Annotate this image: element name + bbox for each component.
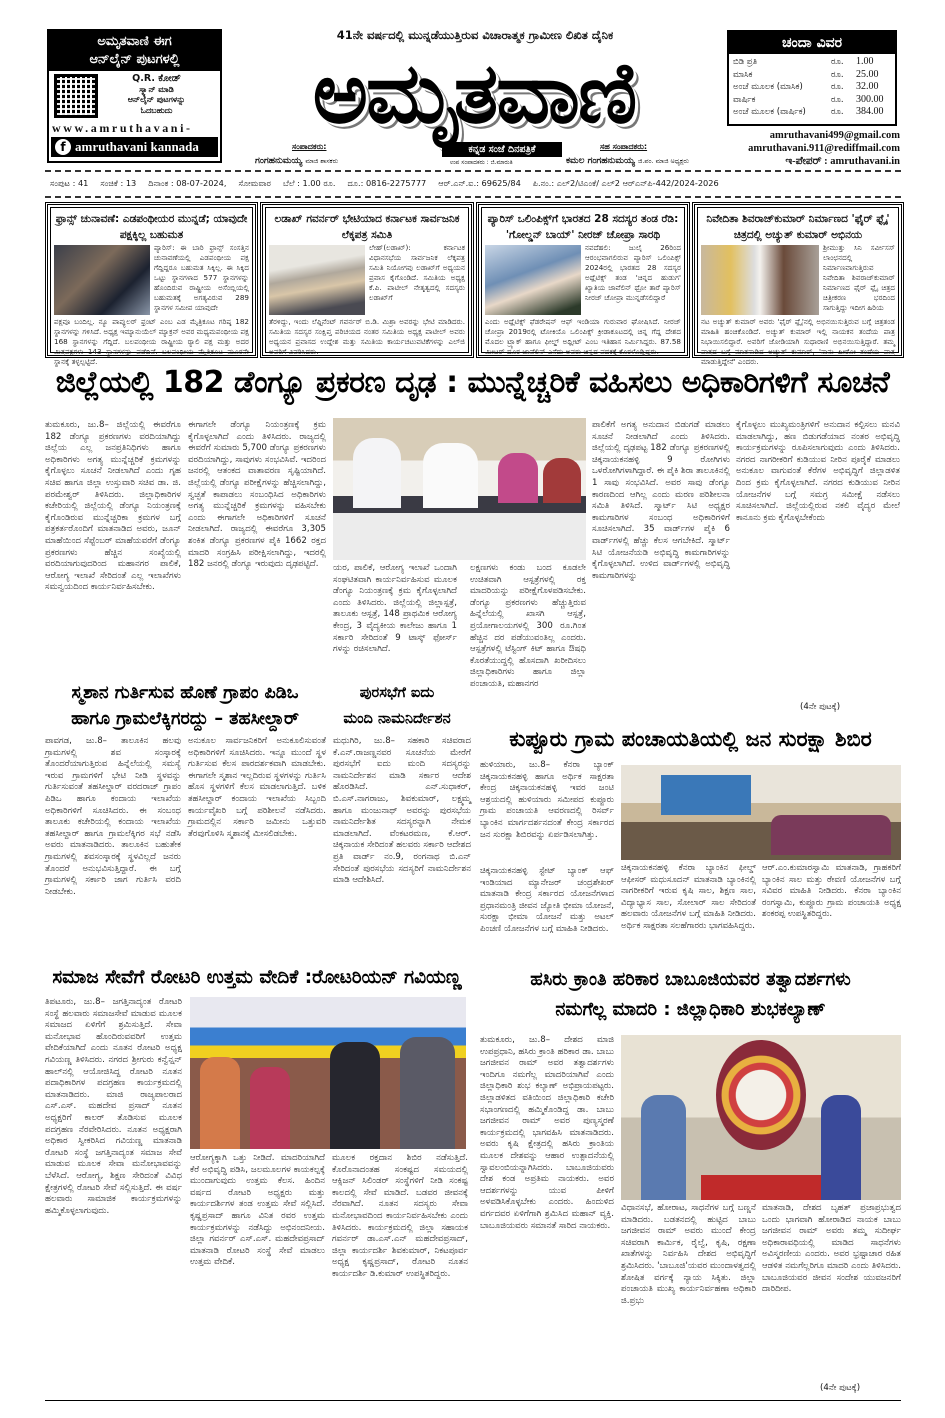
headline-line: ಹಾಗೂ ಗ್ರಾಮಲೆಕ್ಕಿಗರದ್ದು – ತಹಸೀಲ್ದಾರ್ xyxy=(71,709,299,729)
continued-label[interactable]: (4ನೇ ಪುಟಕ್ಕೆ) xyxy=(820,1383,861,1393)
continued-label[interactable]: (4ನೇ ಪುಟಕ್ಕೆ) xyxy=(800,702,841,712)
coeditor-role: ಜಿ.ಪಂ. ಮಾಜಿ ಅಧ್ಯಕ್ಷರು xyxy=(637,157,689,165)
cemetery-headline[interactable] xyxy=(45,680,325,732)
online-title-1: ಅಮೃತವಾಣಿ ಈಗ xyxy=(97,34,172,49)
news-photo xyxy=(54,245,150,315)
item: ಬಿಡಿ ಪ್ರತಿ xyxy=(733,57,758,67)
lead-column: ಕೈಗೊಳ್ಳಲು ಮುಖ್ಯಮಂತ್ರಿಗಳಿಗೆ ಅನುದಾನ ಕಲ್ಪಿಸಲು ಮನವಿ ಮಾಡಲಾಗಿದ್ದು, ಹಣ ಬಿಡುಗಡೆಯಾದ ನಂತರ ಅಭಿವೃದ್ಧಿ ಕಾರ್ಯಕ್ರಮಗಳನ್ನು ರೂಪಿಸಲಾಗುವುದು ಎಂದು ತಿಳಿಸಿದರು. ನಗರದ ನಾಗರೀಕರಿಗೆ ಕುಡಿಯುವ ನೀರಿನ ಪೂರೈಕೆ ಮಾಡಲು ಅನುಕೂಲ ವಾಗುವಂತೆ ಕೆರೆಗಳ ಅಭಿವೃದ್ಧಿಗೆ ಜಿಲ್ಲಾಡಳಿತ ದಿಂದ ಕ್ರಮ ಕೈಗೊಳ್ಳಲಾಗಿದೆ. ನಗರದ ಕುಡಿಯುವ ನೀರಿನ ಯೋಜನೆಗಳ ಬಗ್ಗೆ ಸಮಗ್ರ ಸಮೀಕ್ಷೆ ನಡೆಸಲು ಸೂಚಿಸಲಾಗಿದೆ. ಜಿಲ್ಲೆಯಲ್ಲಿರುವ ನಕಲಿ ವೈದ್ಯರ ಮೇಲೆ ಕಾನೂನು ಕ್ರಮ ಕೈಗೊಳ್ಳಬೇಕೆಂದು xyxy=(736,420,900,523)
lead-column: ಯರ, ಪಾಲಿಕೆ, ಆರೋಗ್ಯ ಇಲಾಖೆ ಒಂದಾಗಿ ಸಂಘಟಿತವಾಗಿ ಕಾರ್ಯನಿರ್ವಹಿಸುವ ಮೂಲಕ ಡೆಂಗ್ಯೂ ನಿಯಂತ್ರಣಕ್ಕೆ ಕ್ರಮ ಕೈಗೊಳ್ಳಲಾಗಿದೆ ಎಂದು ತಿಳಿಸಿದರು. ಜಿಲ್ಲೆಯಲ್ಲಿ ಜಿಲ್ಲಾಸ್ಪತ್ರೆ, ತಾಲೂಕು ಆಸ್ಪತ್ರೆ, 148 ಪ್ರಾಥಮಿಕ ಆರೋಗ್ಯ ಕೇಂದ್ರ, 3 ವೈದ್ಯಕೀಯ ಕಾಲೇಜು ಹಾಗೂ 1 ಸರ್ಕಾರಿ ಸೇರಿದಂತೆ 9 ಟಾಸ್ಕ್ ಫೋರ್ಸ್ ಗಳನ್ನು ರಚಿಸಲಾಗಿದೆ. xyxy=(333,563,457,655)
top-story-text: ಎಂದು ಅಥ್ಲೆಟಿಕ್ಸ್ ಫೆಡರೇಷನ್ ಆಫ್ ಇಂಡಿಯಾ ಗುರುವಾರ ಘೋಷಿಸಿದೆ. ನೀರಜ್ ಚೋಪ್ರಾ 2019ರಲ್ಲಿ ಟೋಕಿಯೊ ಒಲಿಂಪಿಕ್ಸ್ ಕ್ರೀಡಾಕೂಟದಲ್ಲಿ ಚಿನ್ನ ಗೆದ್ದ ದೇಶದ ಮೊದಲ ಟ್ರ್ಯಾಕ್ ಹಾಗೂ ಫೀಲ್ಡ್ ಅಥ್ಲೀಟ್ ಎಂಬ ಇತಿಹಾಸ ನಿರ್ಮಿಸಿದ್ದರು. 87.58 ಮೀಟರ್ ದೂರ ಜಾವೆಲಿನ್ ಎಸೆದು ಅವರು ಚಿನ್ನದ ಪದಕಕ್ಕೆ ಕೊರಳೊಡ್ಡಿದ್ದರು. xyxy=(485,317,681,356)
rotary-headline[interactable]: ಸಮಾಜ ಸೇವೆಗೆ ರೋಟರಿ ಉತ್ತಮ ವೇದಿಕೆ :ರೋಟರಿಯನ್ ಗವಿಯಣ್ಣ xyxy=(52,967,462,988)
top-story-text: ಪಕ್ಷವೂ ಬಂದಿಲ್ಲ. ನ್ಯೂ ಪಾಪ್ಯುಲರ್ ಫ್ರಂಟ್ ಎಂಬ ಎಡ ಮೈತ್ರಿಕೂಟ ಗರಿಷ್ಠ 182 ಸ್ಥಾನಗಳನ್ನು ಗಳಿಸಿದೆ. ಅಧ್ಯಕ್ಷ ಇಮ್ಯಾನುಯೆಲ್ ಮ್ಯಾಕ್ರನ್ ಅವರ ಮಧ್ಯಮಪಂಥೀಯ ಪಕ್ಷ 168 ಸ್ಥಾನಗಳನ್ನು ಗೆದ್ದಿದೆ. ಬಲಪಂಥೀಯ ರಾಷ್ಟ್ರೀಯ ರ್‍ಯಾಲಿ ಪಕ್ಷ ಮತ್ತು ಅದರ ಮಿತ್ರಪಕ್ಷಗಳು 143 ಸ್ಥಾನಗಳನ್ನು ಪಡೆದಿವೆ. ಬಲಪಂಥೀಯ ಮೈತ್ರಿಕೂಟ ಮೂರನೇ ಸ್ಥಾನಕ್ಕೆ ತಳ್ಳಲ್ಪಟ್ಟಿದೆ. xyxy=(54,317,249,366)
phone: ದೂ.: 0816-2275777 xyxy=(347,178,427,188)
top-story-text: ಲೇಹ್(ಲಡಾಖ್): ಕರ್ನಾಟಕ ವಿಧಾನಸಭೆಯ ಸಾರ್ವಜನಿಕ ಲೆಕ್ಕಪತ್ರ ಸಮಿತಿ ನಿಯೋಗವು ಲಡಾಖ್‌ಗೆ ಅಧ್ಯಯನ ಪ್ರವಾಸ ಕೈಗೊಂಡಿದೆ. ಸಮಿತಿಯ ಅಧ್ಯಕ್ಷ ಕೆ.ಪಿ. ಪಾಟೀಲ್ ನೇತೃತ್ವದಲ್ಲಿ ಸದಸ್ಯರು ಲಡಾಖ್‌ಗೆ xyxy=(369,243,465,302)
qr-text: ಆನ್‌ಲೈನ್ ಪುಟಗಳನ್ನು xyxy=(127,95,186,104)
headline-line: ಹಸಿರು ಕ್ರಾಂತಿ ಹರಿಕಾರ ಬಾಬೂಜಿಯವರ ತತ್ವಾದರ್ಶಗಳು xyxy=(530,969,851,990)
day: ಸೋಮವಾರ xyxy=(238,178,271,188)
council-headline[interactable] xyxy=(330,680,464,732)
subscription-row xyxy=(729,94,895,107)
price: 300.00 xyxy=(855,93,884,105)
coeditor-label: ಸಹ ಸಂಪಾದಕರು: xyxy=(600,142,648,151)
camp-column: ಹುಳಿಯಾರು, ಜು.8– ಕೆನರಾ ಬ್ಯಾಂಕ್ ಚಿಕ್ಕನಾಯಕನಹಳ್ಳಿ ಹಾಗೂ ಅರ್ಥಿಕ ಸಾಕ್ಷರತಾ ಕೇಂದ್ರ ಚಿಕ್ಕನಾಯಕನಹಳ್ಳಿ ಇವರ ಜಂಟಿ ಆಶ್ರಯದಲ್ಲಿ ಹುಳಿಯಾರು ಸಮೀಪದ ಕುಪ್ಪೂರು ಗ್ರಾಮ ಪಂಚಾಯತಿ ಆವರಣದಲ್ಲಿ ರಿಸರ್ವ್ ಬ್ಯಾಂಕಿನ ಮಾರ್ಗದರ್ಶನದಂತೆ ಕೇಂದ್ರ ಸರ್ಕಾರದ ಜನ ಸುರಕ್ಷಾ ಶಿಬಿರವನ್ನು ಏರ್ಪಡಿಸಲಾಗಿತ್ತು. xyxy=(480,760,614,840)
qr-code-icon[interactable] xyxy=(54,74,98,118)
camp-column: ಚಿಕ್ಕನಾಯಕನಹಳ್ಳಿ ಕೆನರಾ ಬ್ಯಾಂಕಿನ ಫೀಲ್ಡ್ ಆಫೀಸರ್ ಮಧುಸೂದನ್ ಮಾತನಾಡಿ ಬ್ಯಾಂಕಿನಲ್ಲಿ ನಾಗರೀಕರಿಗೆ ಇರುವ ಕೃಷಿ ಸಾಲ, ಶಿಕ್ಷಣ ಸಾಲ, ವಿದ್ಯಾಭ್ಯಾಸ ಸಾಲ, ಸೋಲಾರ್ ಸಾಲ ಸೇರಿದಂತೆ ಹಲವಾರು ಯೋಜನೆಗಳ ಬಗ್ಗೆ ಮಾಹಿತಿ ನೀಡಿದರು. ಅರ್ಥಿಕ ಸಾಕ್ಷರತಾ ಸಲಹೆಗಾರರು ಭಾಗವಹಿಸಿದ್ದರು. xyxy=(621,863,756,931)
website-link[interactable]: www.amruthavani- xyxy=(52,121,193,135)
bottom-rule xyxy=(45,1400,901,1401)
top-story-text: ನವದೆಹಲಿ: ಜುಲೈ 26ರಿಂದ ಆರಂಭವಾಗಲಿರುವ ಪ್ಯಾರಿಸ್ ಒಲಿಂಪಿಕ್ಸ್ 2024ರಲ್ಲಿ ಭಾರತದ 28 ಸದಸ್ಯರ ಅಥ್ಲೆಟಿಕ್ಸ್ ತಂಡ 'ಚಿನ್ನದ ಹುಡುಗ' ಖ್ಯಾತಿಯ ಜಾವೆಲಿನ್ ಥ್ರೋ ತಾರೆ ಪ್ಯಾರಿಸ್ ನೀರಜ್ ಚೋಪ್ರಾ ಮುನ್ನಡೆಸಲಿದ್ದಾರೆ xyxy=(585,243,681,302)
camp-photo xyxy=(621,765,901,860)
coeditor-name: ಕಮಲ ಗಂಗಹನುಮಯ್ಯ xyxy=(566,156,635,166)
camp-headline[interactable]: ಕುಪ್ಪೂರು ಗ್ರಾಮ ಪಂಚಾಯತಿಯಲ್ಲಿ ಜನ ಸುರಕ್ಷಾ ಶಿಬಿರ xyxy=(509,727,872,751)
top-story-title[interactable]: ನಿವೇದಿತಾ ಶಿವರಾಜ್‌ಕುಮಾರ್ ನಿರ್ಮಾಣದ 'ಫೈರ್ ಫ್ಲೈ' ಚಿತ್ರದಲ್ಲಿ ಅಚ್ಯುತ್ ಕುಮಾರ್ ಅಭಿನಯ xyxy=(706,213,890,241)
item: ಮಾಸಿಕ xyxy=(733,69,753,80)
top-story-title[interactable]: ಫ್ರಾನ್ಸ್ ಚುನಾವಣೆ: ಎಡಪಂಥೀಯರ ಮುನ್ನಡೆ; ಯಾವುದೇ ಪಕ್ಷಕ್ಕಿಲ್ಲ ಬಹುಮತ xyxy=(55,213,248,241)
top-story-text: ತೆರಳಿದ್ದು, ಇಂದು ಲೆಫ್ಟಿನೆಂಟ್ ಗವರ್ನರ್ ಬಿ.ಡಿ. ಮಿಶ್ರಾ ಅವರನ್ನು ಭೇಟಿ ಮಾಡಿದರು. ಸಮಿತಿಯ ಸದಸ್ಯರ ಸಂಕ್ಷಿಪ್ತ ಪರಿಚಯದ ನಂತರ ಸಮಿತಿಯ ಅಧ್ಯಕ್ಷ ಪಾಟೀಲ್ ಅವರು ಅಧ್ಯಯನ ಪ್ರವಾಸದ ಉದ್ದೇಶ ಮತ್ತು ಸಮಿತಿಯ ಕಾರ್ಯಚಟುವಟಿಕೆಗಳನ್ನು ಎಲ್‌ಜಿ ಅವರಿಗೆ ವಿವರಿಸಿದರು. xyxy=(269,317,465,356)
qr-label: Q.R. ಕೋಡ್ xyxy=(132,73,181,84)
greenrev-headline[interactable] xyxy=(478,965,903,1025)
price: ಬೆಲೆ : 1.00 ರೂ. xyxy=(282,178,336,188)
epaper-link[interactable]: ಇ-ಪೇಪರ್ : amruthavani.in xyxy=(785,156,900,167)
top-story-box[interactable] xyxy=(694,204,902,366)
price: 384.00 xyxy=(855,106,884,117)
greenrev-column: ವಿಧಾನಸಭೆ, ಹೋರಾಟ, ಸಾಧನೆಗಳ ಬಗ್ಗೆ ಬಣ್ಣನೆ ಮಾಡಿದರು. ಬಡತನದಲ್ಲಿ ಹುಟ್ಟಿದ ಬಾಬು ಜಗಜೀವನ ರಾಮ್ ಅವರು ಮುಂದೆ ಕೇಂದ್ರ ಸಚಿವರಾಗಿ ಕಾರ್ಮಿಕ, ರೈಲ್ವೆ, ಕೃಷಿ, ರಕ್ಷಣಾ ಖಾತೆಗಳನ್ನು ನಿರ್ವಹಿಸಿ ದೇಶದ ಅಭಿವೃದ್ಧಿಗೆ ಶ್ರಮಿಸಿದರು. 'ಬಾಬೂಜಿ'ಯವರ ಮುಂದಾಳತ್ವದಲ್ಲಿ ಶೋಷಿತ ವರ್ಗಕ್ಕೆ ನ್ಯಾಯ ಸಿಕ್ಕಿತು. ಜಿಲ್ಲಾ ಪಂಚಾಯತಿ ಮುಖ್ಯ ಕಾರ್ಯನಿರ್ವಹಣಾ ಅಧಿಕಾರಿ ಜಿ.ಪ್ರಭು xyxy=(621,1203,756,1306)
subscription-row xyxy=(729,69,895,82)
lead-column: ತುಮಕೂರು, ಜು.8– ಜಿಲ್ಲೆಯಲ್ಲಿ ಈವರೆಗೂ 182 ಡೆಂಗ್ಯೂ ಪ್ರಕರಣಗಳು ವರದಿಯಾಗಿದ್ದು ಜಿಲ್ಲೆಯ ಎಲ್ಲ ಜನಪ್ರತಿನಿಧಿಗಳು ಹಾಗೂ ಅಧಿಕಾರಿಗಳು ಅಗತ್ಯ ಮುನ್ನೆಚ್ಚರಿಕೆ ಕ್ರಮಗಳನ್ನು ಕೈಗೊಳ್ಳಲು ಸೂಚನೆ ನೀಡಲಾಗಿದೆ ಎಂದು ಗೃಹ ಸಚಿವ ಹಾಗೂ ಜಿಲ್ಲಾ ಉಸ್ತುವಾರಿ ಸಚಿವ ಡಾ. ಜಿ. ಪರಮೇಶ್ವರ್ ತಿಳಿಸಿದರು. ಜಿಲ್ಲಾಧಿಕಾರಿಗಳ ಕಚೇರಿಯಲ್ಲಿ ಜಿಲ್ಲೆಯಲ್ಲಿ ಡೆಂಗ್ಯೂ ನಿಯಂತ್ರಣಕ್ಕೆ ಕೈಗೊಂಡಿರುವ ಮುನ್ನೆಚ್ಚರಿಕಾ ಕ್ರಮಗಳ ಬಗ್ಗೆ ಪತ್ರಕರ್ತರೊಂದಿಗೆ ಮಾತನಾಡಿದ ಅವರು, ಜೂನ್ ಮಾಹೆಯಿಂದ ಸೆಪ್ಟೆಂಬರ್ ಮಾಹೆಯವರೆಗೆ ಡೆಂಗ್ಯೂ ಪ್ರಕರಣಗಳು ಹೆಚ್ಚಿನ ಸಂಖ್ಯೆಯಲ್ಲಿ ವರದಿಯಾಗುವುದರಿಂದ ಮಹಾನಗರ ಪಾಲಿಕೆ, ಆರೋಗ್ಯ ಇಲಾಖೆ ಸೇರಿದಂತೆ ಎಲ್ಲ ಇಲಾಖೆಗಳು ಸಮನ್ವಯದಿಂದ ಕಾರ್ಯನಿರ್ವಹಿಸಬೇಕು. xyxy=(45,420,181,593)
lead-headline[interactable]: ಜಿಲ್ಲೆಯಲ್ಲಿ 182 ಡೆಂಗ್ಯೂ ಪ್ರಕರಣ ದೃಢ : ಮುನ್ನೆಚ್ಚರಿಕೆ ವಹಿಸಲು ಅಧಿಕಾರಿಗಳಿಗೆ ಸೂಚನೆ xyxy=(55,365,890,400)
issue-info-line xyxy=(50,177,900,189)
price: 32.00 xyxy=(855,81,879,92)
qr-text: ಸ್ಕ್ಯಾನ್ ಮಾಡಿ xyxy=(139,84,174,94)
greenrev-column: ಮಾತನಾಡಿ, ದೇಶದ ಬೃಹತ್ ಪ್ರಜಾಪ್ರಭುತ್ವದ ಒಂದು ಭಾಗವಾಗಿ ಹೋರಾಡಿದ ನಾಯಕ ಬಾಬು ಜಗಜೀವನ ರಾಮ್ ಅವರು ತಮ್ಮ ಸುದೀರ್ಘ ಅಧಿಕಾರಾವಧಿಯಲ್ಲಿ ಮಾಡಿದ ಸಾಧನೆಗಳು ಅವಿಸ್ಮರಣೀಯ ಎಂದರು. ಅವರ ಭ್ರಷ್ಟಾಚಾರ ರಹಿತ ಆಡಳಿತ ನಮಗೆಲ್ಲರಿಗೂ ಮಾದರಿ ಎಂದು ತಿಳಿಸಿದರು. ಬಾಬೂಜಿಯವರ ಜೀವನ ಸಂದೇಶ ಯುವಜನರಿಗೆ ದಾರಿದೀಪ. xyxy=(762,1203,901,1295)
headline-line: ನಮಗೆಲ್ಲ ಮಾದರಿ : ಜಿಲ್ಲಾಧಿಕಾರಿ ಶುಭಕಲ್ಯಾಣ್ xyxy=(555,999,826,1020)
facebook-handle[interactable]: amruthavani kannada xyxy=(75,139,199,154)
subscription-row xyxy=(729,81,895,94)
editor-role: ಮಾಜಿ ಶಾಸಕರು xyxy=(305,157,339,165)
top-story-title[interactable]: ಪ್ಯಾರಿಸ್ ಒಲಿಂಪಿಕ್ಸ್‌ಗೆ ಭಾರತದ 28 ಸದಸ್ಯರ ತಂಡ ರೆಡಿ: 'ಗೋಲ್ಡನ್ ಬಾಯ್' ನೀರಜ್ ಚೋಪ್ರಾ ಸಾರಥಿ xyxy=(487,213,679,241)
subscription-title: ಚಂದಾ ವಿವರ xyxy=(729,32,895,54)
rotary-photo xyxy=(190,997,466,1149)
headline-line: ಮಂದಿ ನಾಮನಿರ್ದೇಶನ xyxy=(343,711,451,727)
rotary-column: ಮೂಲಕ ರಕ್ತದಾನ ಶಿಬಿರ ನಡೆಸುತ್ತಿದೆ. ಕೊರೊನಾದಂತಹ ಸಂಕಷ್ಟದ ಸಮಯದಲ್ಲಿ ಆಕ್ಸಿಜನ್ ಸಿಲಿಂಡರ್ ಸಂಸ್ಥೆಗಳಿಗೆ ನೀಡಿ ಸಂಕಷ್ಟ ಕಾಲದಲ್ಲಿ ಸೇವೆ ಮಾಡಿದೆ. ಬಡವರ ಜೀವನಕ್ಕೆ ನೆರವಾಗಿದೆ. ನೂತನ ಸದಸ್ಯರು ಸೇವಾ ಮನೋಭಾವದಿಂದ ಕಾರ್ಯನಿರ್ವಹಿಸಬೇಕು ಎಂದು ತಿಳಿಸಿದರು. ಕಾರ್ಯಕ್ರಮದಲ್ಲಿ ಜಿಲ್ಲಾ ಸಹಾಯಕ ಗವರ್ನರ್ ಡಾ.ಎಸ್.ಎನ್ ಮಹದೇವಪ್ರಸಾದ್, ಜಿಲ್ಲಾ ಕಾರ್ಯದರ್ಶಿ ಶಿವಕುಮಾರ್, ನಿಕಟಪೂರ್ವ ಅಧ್ಯಕ್ಷ ಕೃಷ್ಣಪ್ರಸಾದ್, ರೋಟರಿ ನೂತನ ಕಾರ್ಯದರ್ಶಿ ಡಿ.ಕುಮಾರ್ ಉಪಸ್ಥಿತರಿದ್ದರು. xyxy=(332,1153,468,1279)
subtitle-banner: ಕನ್ನಡ ಸಂಜೆ ದಿನಪತ್ರಿಕೆ xyxy=(442,142,562,157)
greenrev-column: ತುಮಕೂರು, ಜು.8– ದೇಶದ ಮಾಜಿ ಉಪಪ್ರಧಾನಿ, ಹಸಿರು ಕ್ರಾಂತಿ ಹರಿಕಾರ ಡಾ. ಬಾಬು ಜಗಜೀವನ ರಾಮ್ ಅವರ ತತ್ವಾದರ್ಶಗಳು ಇಂದಿಗೂ ನಮಗೆಲ್ಲ ಮಾದರಿಯಾಗಿವೆ ಎಂದು ಜಿಲ್ಲಾಧಿಕಾರಿ ಶುಭ ಕಲ್ಯಾಣ್ ಅಭಿಪ್ರಾಯಪಟ್ಟರು. ಜಿಲ್ಲಾಡಳಿತದ ವತಿಯಿಂದ ಜಿಲ್ಲಾಧಿಕಾರಿ ಕಚೇರಿ ಸಭಾಂಗಣದಲ್ಲಿ ಹಮ್ಮಿಕೊಂಡಿದ್ದ ಡಾ. ಬಾಬು ಜಗಜೀವನ ರಾಮ್ ಅವರ ಪುಣ್ಯಸ್ಮರಣೆ ಕಾರ್ಯಕ್ರಮದಲ್ಲಿ ಭಾಗವಹಿಸಿ ಮಾತನಾಡಿದರು. ಅವರು ಕೃಷಿ ಕ್ಷೇತ್ರದಲ್ಲಿ ಹಸಿರು ಕ್ರಾಂತಿಯ ಮೂಲಕ ದೇಶವನ್ನು ಆಹಾರ ಉತ್ಪಾದನೆಯಲ್ಲಿ ಸ್ವಾವಲಂಬಿಯನ್ನಾಗಿಸಿದರು. ಬಾಬೂಜಿಯವರು ದೇಶ ಕಂಡ ಅಪ್ರತಿಮ ನಾಯಕರು. ಅವರ ಆದರ್ಶಗಳನ್ನು ಯುವ ಪೀಳಿಗೆ ಅಳವಡಿಸಿಕೊಳ್ಳಬೇಕು ಎಂದರು. ಹಿಂದುಳಿದ ವರ್ಗದವರ ಏಳಿಗೆಗಾಗಿ ಶ್ರಮಿಸಿದ ಮಹಾನ್ ವ್ಯಕ್ತಿ. ಬಾಬೂಜಿಯವರು ಸಮಾನತೆ ಸಾರಿದ ನಾಯಕರು. xyxy=(480,1035,614,1231)
postal-reg: ಪಿ.ನಂ.: ಎಲ್2/ಟಿಎಂಕೆ/ ಎಲ್2 ಆರ್‌ಎನ್‌ಪಿ-442/2024-2026 xyxy=(532,178,719,188)
online-title-2: ಆನ್‌ಲೈನ್ ಪುಟಗಳಲ್ಲಿ xyxy=(89,52,180,67)
cemetery-column: ಪಾವಗಡ, ಜು.8– ತಾಲೂಕಿನ ಹಲವು ಗ್ರಾಮಗಳಲ್ಲಿ ಶವ ಸಂಸ್ಕಾರಕ್ಕೆ ತೊಂದರೆಯಾಗುತ್ತಿರುವ ಹಿನ್ನೆಲೆಯಲ್ಲಿ ಸಮಸ್ಯೆ ಇರುವ ಗ್ರಾಮಗಳಿಗೆ ಭೇಟಿ ನೀಡಿ ಸ್ಥಳವನ್ನು ಗುರ್ತಿಸುವಂತೆ ತಹಸೀಲ್ದಾರ್ ವರದರಾಜ್ ಗ್ರಾಪಂ ಪಿಡಿಒ ಹಾಗೂ ಕಂದಾಯ ಇಲಾಖೆಯ ಅಧಿಕಾರಿಗಳಿಗೆ ಸೂಚಿಸಿದರು. ಈ ಸಂಬಂಧ ತಾಲೂಕು ಕಚೇರಿಯಲ್ಲಿ ಕಂದಾಯ ಇಲಾಖೆಯ ತಹಸೀಲ್ದಾರ್ ಹಾಗೂ ಗ್ರಾಮಲೆಕ್ಕಿಗರ ಸಭೆ ನಡೆಸಿ ಅವರು ಮಾತನಾಡಿದರು. ತಾಲೂಕಿನ ಬಹುತೇಕ ಗ್ರಾಮಗಳಲ್ಲಿ ಶವಸಂಸ್ಕಾರಕ್ಕೆ ಸ್ಥಳವಿಲ್ಲದೆ ಜನರು ತೊಂದರೆ ಅನುಭವಿಸುತ್ತಿದ್ದಾರೆ. ಈ ಬಗ್ಗೆ ಗ್ರಾಮಗಳಲ್ಲಿ ಸರ್ಕಾರಿ ಜಾಗ ಗುರ್ತಿಸಿ ವರದಿ ನೀಡಬೇಕು. xyxy=(45,736,181,897)
newspaper-logo: ಅಮೃತವಾಣಿ xyxy=(312,44,636,142)
coeditor xyxy=(566,155,689,167)
lead-column: ಈಗಾಗಲೇ ಡೆಂಗ್ಯೂ ನಿಯಂತ್ರಣಕ್ಕೆ ಕ್ರಮ ಕೈಗೊಳ್ಳಲಾಗಿದೆ ಎಂದು ತಿಳಿಸಿದರು. ರಾಜ್ಯದಲ್ಲಿ ಈವರೆಗೆ ಸುಮಾರು 5,700 ಡೆಂಗ್ಯೂ ಪ್ರಕರಣಗಳು ವರದಿಯಾಗಿದ್ದು, ಸಾವುಗಳು ಸಂಭವಿಸಿವೆ. ಇದರಿಂದ ಜನರಲ್ಲಿ ಆತಂಕದ ವಾತಾವರಣ ಸೃಷ್ಟಿಯಾಗಿದೆ. ಜಿಲ್ಲೆಯಲ್ಲಿ ಡೆಂಗ್ಯೂ ಪರೀಕ್ಷೆಗಳನ್ನು ಹೆಚ್ಚಿಸಲಾಗಿದ್ದು, ಸ್ವಚ್ಛತೆ ಕಾಪಾಡಲು ಸಂಬಂಧಿಸಿದ ಅಧಿಕಾರಿಗಳು ಅಗತ್ಯ ಮುನ್ನೆಚ್ಚರಿಕೆ ಕ್ರಮಗಳನ್ನು ವಹಿಸಬೇಕು ಎಂದು ಈಗಾಗಲೇ ಅಧಿಕಾರಿಗಳಿಗೆ ಸೂಚನೆ ನೀಡಲಾಗಿದೆ. ರಾಜ್ಯದಲ್ಲಿ ಈವರೆಗೂ 3,305 ಶಂಕಿತ ಡೆಂಗ್ಯೂ ಪ್ರಕರಣಗಳ ಪೈಕಿ 1662 ರಕ್ತದ ಮಾದರಿ ಸಂಗ್ರಹಿಸಿ ಪರೀಕ್ಷಿಸಲಾಗಿದ್ದು, ಇದರಲ್ಲಿ 182 ಜನರಲ್ಲಿ ಡೆಂಗ್ಯೂ ಇರುವುದು ದೃಢಪಟ್ಟಿದೆ. xyxy=(188,420,326,570)
editor-label: ಸಂಪಾದಕರು: xyxy=(292,142,327,151)
camp-column: ಚಿಕ್ಕನಾಯಕನಹಳ್ಳಿ ಸ್ಟೇಟ್ ಬ್ಯಾಂಕ್ ಆಫ್ ಇಂಡಿಯಾದ ಮ್ಯಾನೇಜರ್ ಚಂದ್ರಶೇಖರ್ ಮಾತನಾಡಿ ಕೇಂದ್ರ ಸರ್ಕಾರದ ಯೋಜನೆಗಳಾದ ಪ್ರಧಾನಮಂತ್ರಿ ಜೀವನ ಜ್ಯೋತಿ ಭೀಮಾ ಯೋಜನೆ, ಸುರಕ್ಷಾ ಭೀಮಾ ಯೋಜನೆ ಮತ್ತು ಅಟಲ್ ಪಿಂಚಣಿ ಯೋಜನೆಗಳ ಬಗ್ಗೆ ಮಾಹಿತಿ ನೀಡಿದರು. xyxy=(480,866,614,934)
date: ದಿನಾಂಕ : 08-07-2024, xyxy=(148,178,227,188)
top-story-text: ನಟ ಅಚ್ಯುತ್ ಕುಮಾರ್ ಅವರು 'ಫೈರ್ ಫ್ಲೈ'ನಲ್ಲಿ ಅಭಿನಯಿಸುತ್ತಿರುವ ಬಗ್ಗೆ ಚಿತ್ರತಂಡ ಮಾಹಿತಿ ಹಂಚಿಕೊಂಡಿದೆ. ಅಚ್ಯುತ್ ಕುಮಾರ್ ಇಲ್ಲಿ ನಾಯಕನ ತಂದೆಯ ಪಾತ್ರ ನಿಭಾಯಿಸಲಿದ್ದಾರೆ. ಅವರಿಗೆ ಜೋಡಿಯಾಗಿ ಸುಧಾರಾಣಿ ಅಭಿನಯಿಸುತ್ತಿದ್ದಾರೆ. ತಮ್ಮ ಪಾತ್ರದ ಬಗ್ಗೆ ಮಾತನಾಡಿದ ಅಚ್ಯುತ್ ಕುಮಾರ್, 'ನಾನು ಹೀರೋ ತಂದೆಯ ಪಾತ್ರ ಮಾಡುತ್ತಿದ್ದೇನೆ' ಎಂದರು. xyxy=(701,317,895,366)
camp-column: ಆರ್.ಎಂ.ಕುಮಾರಸ್ವಾಮಿ ಮಾತನಾಡಿ, ಗ್ರಾಹಕರಿಗೆ ಬ್ಯಾಂಕಿನ ಸಾಲ ಮತ್ತು ಠೇವಣಿ ಯೋಜನೆಗಳ ಬಗ್ಗೆ ಸವಿವರ ಮಾಹಿತಿ ನೀಡಿದರು. ಕೆನರಾ ಬ್ಯಾಂಕಿನ ರಂಗಸ್ವಾಮಿ, ಕುಪ್ಪೂರು ಗ್ರಾಮ ಪಂಚಾಯತಿ ಅಧ್ಯಕ್ಷ ಶಂಕರಪ್ಪ ಉಪಸ್ಥಿತರಿದ್ದರು. xyxy=(762,863,901,920)
subscription-table xyxy=(729,56,895,119)
online-edition-box xyxy=(47,29,222,163)
price: 25.00 xyxy=(855,68,879,80)
currency: ರೂ. xyxy=(830,57,844,67)
rni: ಆರ್.ಎನ್.ಐ.: 69625/84 xyxy=(438,178,521,188)
lead-photo xyxy=(333,418,586,560)
volume: ಸಂಪುಟ : 41 xyxy=(50,178,89,188)
lead-column: ಲಕ್ಷಣಗಳು ಕಂಡು ಬಂದ ಕೂಡಲೇ ಉಚಿತವಾಗಿ ಆಸ್ಪತ್ರೆಗಳಲ್ಲಿ ರಕ್ತ ಮಾದರಿಯನ್ನು ಪರೀಕ್ಷೆಗೊಳಪಡಿಸಬೇಕು. ಡೆಂಗ್ಯೂ ಪ್ರಕರಣಗಳು ಹೆಚ್ಚುತ್ತಿರುವ ಹಿನ್ನೆಲೆಯಲ್ಲಿ ಖಾಸಗಿ ಆಸ್ಪತ್ರೆ, ಪ್ರಯೋಗಾಲಯಗಳಲ್ಲಿ 300 ರೂ.ಗಿಂತ ಹೆಚ್ಚಿನ ದರ ಪಡೆಯುವಂತಿಲ್ಲ ಎಂದರು. ಆಸ್ಪತ್ರೆಗಳಲ್ಲಿ ಟೆಸ್ಟಿಂಗ್ ಕಿಟ್ ಹಾಗೂ ಔಷಧಿ ಕೊರತೆಯುದ್ದಲ್ಲಿ ಹೊಸದಾಗಿ ಖರೀದಿಸಲು ಜಿಲ್ಲಾಧಿಕಾರಿಗಳು ಹಾಗೂ ಜಿಲ್ಲಾ ಪಂಚಾಯತಿ, ಮಹಾನಗರ xyxy=(470,563,586,689)
news-photo xyxy=(269,245,365,315)
subscription-row xyxy=(729,106,895,119)
top-story-box[interactable] xyxy=(478,204,688,356)
greenrev-photo xyxy=(621,1035,901,1200)
currency: ರೂ. xyxy=(830,107,844,117)
divider xyxy=(45,196,901,198)
item: ಅಂಚೆ ಮೂಲಕ (ವಾರ್ಷಿಕ) xyxy=(733,107,806,117)
news-photo xyxy=(701,245,819,315)
email-link[interactable]: amruthavani499@gmail.com xyxy=(769,130,900,141)
email-link[interactable]: amruthavani.911@rediffmail.com xyxy=(748,143,900,154)
top-story-text: ಶ್ರೀಮುತ್ತು ಸಿನಿ ಸರ್ವೀಸಸ್ ಲಾಂಛನದಲ್ಲಿ ನಿರ್ಮಾಣವಾಗುತ್ತಿರುವ ನಿವೇದಿತಾ ಶಿವರಾಜ್‌ಕುಮಾರ್ ನಿರ್ಮಾಣದ ಫೈರ್ ಫ್ಲೈ ಚಿತ್ರದ ಚಿತ್ರೀಕರಣ ಭರದಿಂದ ಸಾಗುತ್ತಿದ್ದು ಇದೀಗ ಹಿರಿಯ xyxy=(823,243,895,312)
rotary-column: ತಿಪಟೂರು, ಜು.8– ಜಗತ್ತಿನಾದ್ಯಂತ ರೋಟರಿ ಸಂಸ್ಥೆ ಹಲವಾರು ಸಮಾಜಸೇವೆ ಮಾಡುವ ಮೂಲಕ ಸಮಾಜದ ಏಳಿಗೆಗೆ ಶ್ರಮಿಸುತ್ತಿದೆ. ಸೇವಾ ಮನೋಭಾವ ಹೊಂದಿರುವವರಿಗೆ ಉತ್ತಮ ವೇದಿಕೆಯಾಗಿದೆ ಎಂದು ನೂತನ ರೋಟರಿ ಅಧ್ಯಕ್ಷ ಗವಿಯಣ್ಣ ತಿಳಿಸಿದರು. ನಗರದ ಶ್ರೀಗುರು ಕನ್ವೆನ್ಷನ್ ಹಾಲ್‌ನಲ್ಲಿ ಆಯೋಜಿಸಿದ್ದ ರೋಟರಿ ನೂತನ ಪದಾಧಿಕಾರಿಗಳ ಪದಗ್ರಹಣ ಕಾರ್ಯಕ್ರಮದಲ್ಲಿ ಮಾತನಾಡಿದರು. ಮಾಜಿ ರಾಜ್ಯಪಾಲರಾದ ಎಸ್.ಎಸ್. ಮಹದೇವ ಪ್ರಸಾದ್ ನೂತನ ಅಧ್ಯಕ್ಷರಿಗೆ ಕಾಲರ್ ತೊಡಿಸುವ ಮೂಲಕ ಪದಗ್ರಹಣ ನೆರವೇರಿಸಿದರು. ನೂತನ ಅಧ್ಯಕ್ಷರಾಗಿ ಅಧಿಕಾರ ಸ್ವೀಕರಿಸಿದ ಗವಿಯಣ್ಣ ಮಾತನಾಡಿ ರೋಟರಿ ಸಂಸ್ಥೆ ಜಗತ್ತಿನಾದ್ಯಂತ ಸಮಾಜ ಸೇವೆ ಮಾಡುವ ಮೂಲಕ ಸೇವಾ ಮನೋಭಾವವನ್ನು ಬೆಳೆಸಿದೆ. ಆರೋಗ್ಯ, ಶಿಕ್ಷಣ ಸೇರಿದಂತೆ ವಿವಿಧ ಕ್ಷೇತ್ರಗಳಲ್ಲಿ ರೋಟರಿ ಸೇವೆ ಸಲ್ಲಿಸುತ್ತಿದೆ. ಈ ವರ್ಷ ಹಲವಾರು ಸಾಮಾಜಿಕ ಕಾರ್ಯಕ್ರಮಗಳನ್ನು ಹಮ್ಮಿಕೊಳ್ಳಲಾಗುವುದು. xyxy=(45,997,182,1216)
sub-editor: ಉಪ ಸಂಪಾದಕರು : ಜಿ.ಮಾರುತಿ xyxy=(450,159,513,166)
council-column: ಮಧುಗಿರಿ, ಜು.8– ಸಹಕಾರಿ ಸಚಿವರಾದ ಕೆ.ಎನ್.ರಾಜಣ್ಣನವರ ಸೂಚನೆಯ ಮೇರೆಗೆ ಪುರಸಭೆಗೆ ಐದು ಮಂದಿ ಸದಸ್ಯರನ್ನು ನಾಮನಿರ್ದೇಶನ ಮಾಡಿ ಸರ್ಕಾರ ಆದೇಶ ಹೊರಡಿಸಿದೆ. ಎನ್.ಸುಧಾಕರ್, ಬಿ.ಎಸ್.ನಾಗರಾಜು, ಶಿವಕುಮಾರ್, ಲಕ್ಷ್ಮಮ್ಮ ಹಾಗೂ ಮಂಜುನಾಥ್ ಅವರನ್ನು ಪುರಸಭೆಯ ನಾಮನಿರ್ದೇಶಿತ ಸದಸ್ಯರನ್ನಾಗಿ ನೇಮಕ ಮಾಡಲಾಗಿದೆ. ವೆಂಕಟರಮಣ, ಕೆ.ಆರ್. ಚಿಕ್ಕನಾಯಕ ಸೇರಿದಂತೆ ಹಲವರು ಸರ್ಕಾರಿ ಆದೇಶದ ಪ್ರತಿ ವಾರ್ಡ್ ನಂ.9, ರಂಗನಾಥ ಬಿ.ಎನ್ ಸೇರಿದಂತೆ ಪುರಸಭೆಯ ಸದಸ್ಯರಿಗೆ ನಾಮನಿರ್ದೇಶನ ಮಾಡಿ ಆದೇಶಿಸಿದೆ. xyxy=(333,736,471,886)
news-photo xyxy=(485,245,581,315)
tagline: 41ನೇ ವರ್ಷದಲ್ಲಿ ಮುನ್ನಡೆಯುತ್ತಿರುವ ವಿಚಾರಾತ್ಮಕ ಗ್ರಾಮೀಣ ಲಿಖಿತ ದೈನಿಕ xyxy=(336,28,614,42)
qr-text: ಓದಬಹುದು xyxy=(140,105,173,115)
editor-name: ಗಂಗಹನುಮಯ್ಯ xyxy=(255,156,303,166)
currency: ರೂ. xyxy=(830,82,844,92)
lead-column: ಪಾಲಿಕೆಗೆ ಅಗತ್ಯ ಅನುದಾನ ಬಿಡುಗಡೆ ಮಾಡಲು ಸೂಚನೆ ನೀಡಲಾಗಿದೆ ಎಂದು ತಿಳಿಸಿದರು. ಜಿಲ್ಲೆಯಲ್ಲಿ ದೃಢಪಟ್ಟ 182 ಡೆಂಗ್ಯೂ ಪ್ರಕರಣಗಳಲ್ಲಿ ಚಿಕ್ಕನಾಯಕನಹಳ್ಳಿ 9 ರೋಗಿಗಳು ಒಳರೋಗಿಗಳಾಗಿದ್ದಾರೆ. ಈ ಪೈಕಿ ಶಿರಾ ತಾಲೂಕಿನಲ್ಲಿ 1 ಸಾವು ಸಂಭವಿಸಿದೆ. ಅವರ ಸಾವು ಡೆಂಗ್ಯೂ ಕಾರಣದಿಂದ ಆಗಿಲ್ಲ ಎಂದು ಮರಣ ಪರಿಶೀಲನಾ ಸಮಿತಿ ತಿಳಿಸಿದೆ. ಸ್ಮಾರ್ಟ್ ಸಿಟಿ ಅಧ್ಯಕ್ಷರ ಕಾಮಗಾರಿಗಳ ಸಂಬಂಧ ಅಧಿಕಾರಿಗಳಿಗೆ ಸೂಚಿಸಲಾಗಿದೆ. 35 ವಾರ್ಡ್‌ಗಳ ಪೈಕಿ 6 ವಾರ್ಡ್‌ಗಳಲ್ಲಿ ಹೆಚ್ಚು ಕೆಲಸ ಆಗಬೇಕಿದೆ. ಸ್ಮಾರ್ಟ್ ಸಿಟಿ ಯೋಜನೆಯಡಿ ಅಭಿವೃದ್ಧಿ ಕಾಮಗಾರಿಗಳನ್ನು ಕೈಗೊಳ್ಳಲಾಗಿದೆ. ಉಳಿದ ವಾರ್ಡ್‌ಗಳಲ್ಲಿ ಅಭಿವೃದ್ಧಿ ಕಾಮಗಾರಿಗಳನ್ನು xyxy=(592,420,730,581)
editor xyxy=(255,155,338,167)
subscription-box xyxy=(727,30,897,126)
item: ವಾರ್ಷಿಕ xyxy=(733,94,756,105)
top-story-text: ಪ್ಯಾರಿಸ್: ಈ ಬಾರಿ ಫ್ರಾನ್ಸ್ ಸಂಸತ್ತಿನ ಚುನಾವಣೆಯಲ್ಲಿ ಎಡಪಂಥೀಯ ಪಕ್ಷ ಗೆದ್ದಿದ್ದರೂ ಬಹುಮತ ಸಿಕ್ಕಿಲ್ಲ. ಈ ಸಿಕ್ಕಿದ ಒಟ್ಟು ಸ್ಥಾನಗಳಾದ 577 ಸ್ಥಾನಗಳನ್ನು ಹೊಂದಿರುವ ರಾಷ್ಟ್ರೀಯ ಅಸೆಂಬ್ಲಿಯಲ್ಲಿ ಬಹುಮತಕ್ಕೆ ಅಗತ್ಯವಿರುವ 289 ಸ್ಥಾನಗಳ ಸಮೀಪ ಯಾವುದೇ xyxy=(154,243,249,312)
divider xyxy=(45,170,901,172)
top-story-box[interactable] xyxy=(262,204,472,356)
price: 1.00 xyxy=(855,56,874,67)
item: ಅಂಚೆ ಮೂಲಕ (ಮಾಸಿಕ) xyxy=(733,82,803,92)
issue: ಸಂಚಿಕೆ : 13 xyxy=(100,178,137,188)
rotary-column: ಆರೋಗ್ಯಕ್ಕಾಗಿ ಒತ್ತು ನೀಡಿದೆ. ಮಾದರಿಯಾಗಿದೆ ಕೆರೆ ಅಭಿವೃದ್ಧಿ ಪಡಿಸಿ, ಜಲಮೂಲಗಳ ಕಾಯಕಲ್ಪಕ್ಕೆ ಮುಂದಾಗುವುದು ಉತ್ತಮ ಕೆಲಸ. ಹಿಂದಿನ ವರ್ಷದ ರೋಟರಿ ಅಧ್ಯಕ್ಷರು ಮತ್ತು ಕಾರ್ಯದರ್ಶಿಗಳ ತಂಡ ಉತ್ತಮ ಸೇವೆ ಸಲ್ಲಿಸಿದೆ. ಕೃಷ್ಣಪ್ರಸಾದ್ ಹಾಗೂ ವಿನಿತ ರವರ ಉತ್ತಮ ಕಾರ್ಯಕ್ರಮಗಳನ್ನು ನಡೆಸಿದ್ದು ಅಭಿನಂದನೀಯ. ಜಿಲ್ಲಾ ಗವರ್ನರ್ ಎಸ್.ಎಸ್. ಮಹದೇವಪ್ರಸಾದ್ ಮಾತನಾಡಿ ರೋಟರಿ ಸಂಸ್ಥೆ ಸೇವೆ ಮಾಡಲು ಉತ್ತಮ ವೇದಿಕೆ. xyxy=(190,1153,325,1268)
currency: ರೂ. xyxy=(830,69,844,80)
currency: ರೂ. xyxy=(830,94,844,105)
facebook-icon[interactable]: f xyxy=(55,139,71,155)
headline-line: ಪುರಸಭೆಗೆ ಐದು xyxy=(359,685,435,701)
top-story-box[interactable] xyxy=(47,204,256,366)
headline-line: ಸ್ಮಶಾನ ಗುರ್ತಿಸುವ ಹೊಣೆ ಗ್ರಾಪಂ ಪಿಡಿಒ xyxy=(71,683,299,703)
subscription-row xyxy=(729,56,895,69)
top-story-title[interactable]: ಲಡಾಖ್ ಗವರ್ನರ್ ಭೇಟಿಯಾದ ಕರ್ನಾಟಕ ಸಾರ್ವಜನಿಕ ಲೆಕ್ಕಪತ್ರ ಸಮಿತಿ xyxy=(274,213,460,241)
cemetery-column: ಅನುಕೂಲ ಸಾರ್ವಜನಿಕರಿಗೆ ಅನುಕೂಲಿಸುವಂತೆ ಅಧಿಕಾರಿಗಳಿಗೆ ಸೂಚಿಸಿದರು. ಇನ್ನೂ ಮುಂದೆ ಸ್ಥಳ ಗುರ್ತಿಸುವ ಕೆಲಸ ಪಾರದರ್ಶಕವಾಗಿ ಮಾಡಬೇಕು. ಈಗಾಗಲೇ ಸ್ಮಶಾನ ಇಲ್ಲದಿರುವ ಸ್ಥಳಗಳನ್ನು ಗುರ್ತಿಸಿ ಹೊಸ ಸ್ಥಳಗಳಿಗೆ ಕೆಲಸ ಮಾಡಲಾಗುತ್ತಿದೆ. ಬಳಿಕ ತಹಸೀಲ್ದಾರ್ ಕಂದಾಯ ಇಲಾಖೆಯ ಸಿಬ್ಬಂದಿ ಕಾರ್ಯವೈಖರಿ ಬಗ್ಗೆ ಪರಿಶೀಲನೆ ನಡೆಸಿದರು. ಗ್ರಾಮದಲ್ಲಿನ ಸರ್ಕಾರಿ ಜಮೀನು ಒತ್ತುವರಿ ತೆರವುಗೊಳಿಸಿ ಸ್ಮಶಾನಕ್ಕೆ ಮೀಸಲಿಡಬೇಕು. xyxy=(188,736,326,839)
